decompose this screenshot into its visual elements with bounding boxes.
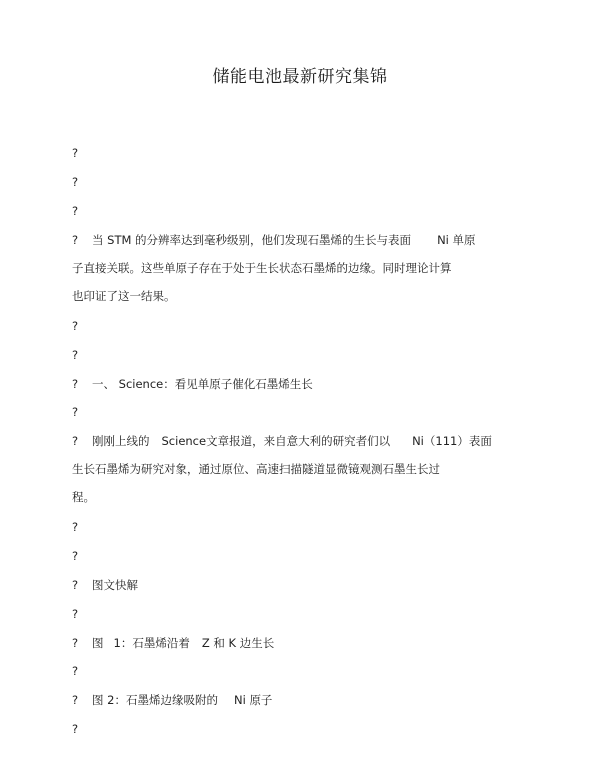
paragraph-text: 也印证了这一结果。 [72, 289, 176, 303]
placeholder-mark: ? [72, 722, 79, 736]
paragraph-text: 当 STM 的分辨率达到毫秒级别，他们发现石墨烯的生长与表面 [92, 233, 412, 247]
placeholder-mark: ? [72, 146, 79, 160]
placeholder-mark: ? [72, 348, 79, 362]
placeholder-mark: ? [72, 636, 79, 650]
caption-text: 1：石墨烯沿着 [113, 636, 190, 650]
caption-text: 图 2：石墨烯边缘吸附的 [92, 693, 218, 707]
placeholder-mark: ? [72, 204, 79, 218]
section-heading [72, 377, 313, 391]
paragraph-stm [72, 233, 522, 317]
caption-text: 图 [92, 636, 104, 650]
caption-text: Ni 原子 [233, 693, 273, 707]
paragraph-text: 程。 [72, 490, 95, 504]
paragraph-science [72, 434, 522, 518]
paragraph-text: Ni 单原 [437, 233, 476, 247]
paragraph-text: Science文章报道，来自意大利的研究者们以 [161, 434, 391, 448]
placeholder-mark: ? [72, 693, 79, 707]
section-heading [72, 578, 138, 592]
placeholder-mark: ? [72, 319, 79, 333]
placeholder-mark: ? [72, 377, 79, 391]
paragraph-text: 刚刚上线的 [92, 434, 150, 448]
section-heading-text: 图文快解 [92, 578, 138, 592]
placeholder-mark: ? [72, 233, 79, 247]
figure-caption-2 [72, 693, 272, 707]
placeholder-mark: ? [72, 434, 79, 448]
figure-caption-1 [72, 636, 274, 650]
document-title: 储能电池最新研究集锦 [212, 67, 388, 87]
placeholder-mark: ? [72, 520, 79, 534]
placeholder-mark: ? [72, 664, 79, 678]
placeholder-mark: ? [72, 578, 79, 592]
paragraph-text: 生长石墨烯为研究对象，通过原位、高速扫描隧道显微镜观测石墨生长过 [72, 462, 440, 476]
paragraph-text: Ni（111）表面 [412, 434, 492, 448]
placeholder-mark: ? [72, 549, 79, 563]
paragraph-text: 子直接关联。这些单原子存在于处于生长状态石墨烯的边缘。同时理论计算 [72, 261, 452, 275]
placeholder-mark: ? [72, 405, 79, 419]
caption-text: Z 和 K 边生长 [201, 636, 275, 650]
section-heading-text: 一、 Science：看见单原子催化石墨烯生长 [92, 377, 313, 391]
placeholder-mark: ? [72, 175, 79, 189]
placeholder-mark: ? [72, 607, 79, 621]
